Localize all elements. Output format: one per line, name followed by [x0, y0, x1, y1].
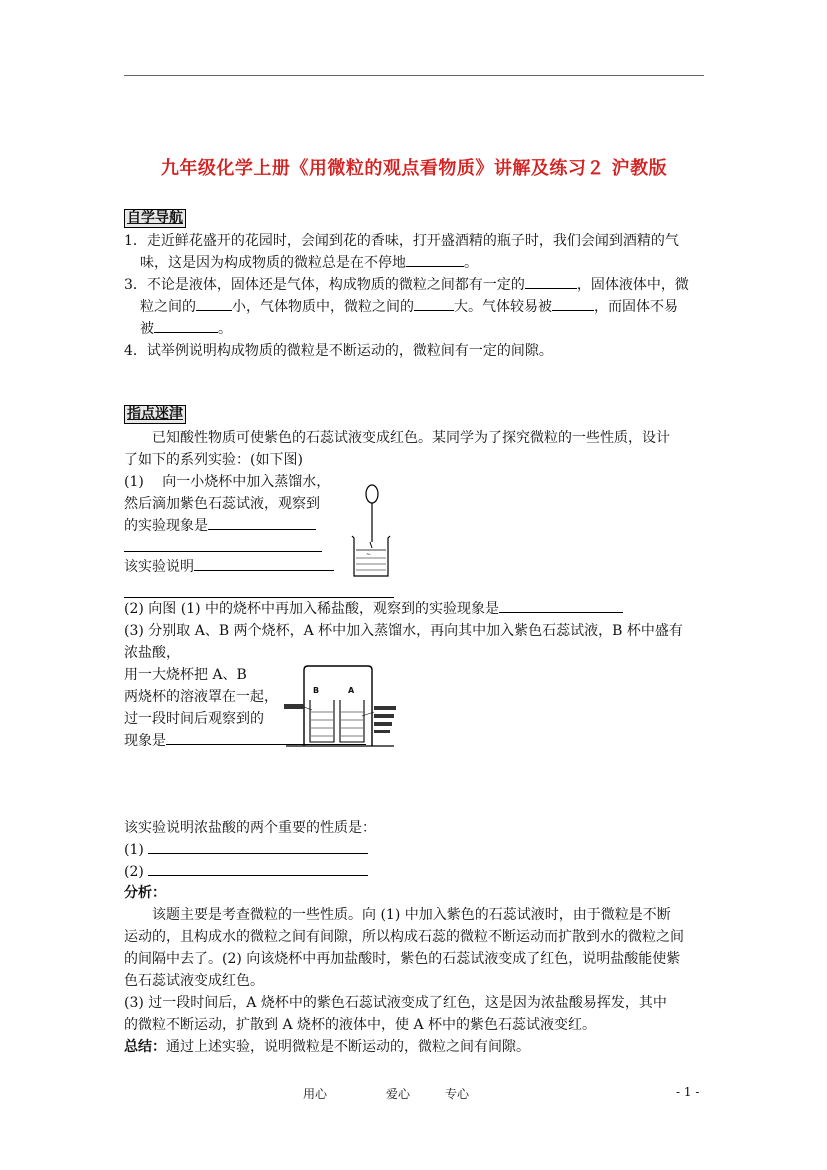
- part-3-line-6: [124, 730, 704, 752]
- part-3-text: 现象是: [124, 733, 166, 749]
- conclusion-2: [124, 861, 704, 883]
- answer-blank[interactable]: [148, 861, 368, 876]
- footer-word-1: 用心: [303, 1087, 328, 1101]
- answer-line[interactable]: [124, 551, 322, 552]
- conclusion-1: [124, 839, 704, 861]
- header-rule: [124, 75, 704, 76]
- part-3-line-5: 过一段时间后观察到的: [124, 711, 264, 727]
- answer-blank[interactable]: [499, 598, 623, 613]
- analysis-line-6: 的微粒不断运动，扩散到 A 烧杯的液体中，使 A 杯中的紫色石蕊试液变红。: [124, 1017, 597, 1033]
- part-1-line-1: (1) 向一小烧杯中加入蒸馏水，: [124, 474, 331, 490]
- part-3-line-3: 用一大烧杯把 A、B: [124, 667, 247, 683]
- answer-blank[interactable]: [552, 296, 594, 311]
- section-heading-self-study: 自学导航: [124, 209, 186, 228]
- part-2: [124, 598, 704, 620]
- footer-word-3: 专心: [445, 1087, 470, 1101]
- part-3-line-4: 两烧杯的溶液罩在一起，: [124, 689, 278, 705]
- question-3-text: 大。气体较易被: [454, 299, 552, 315]
- summary-heading: 总结：: [124, 1039, 166, 1055]
- analysis-line-1: 该题主要是考查微粒的一些性质。向 (1) 中加入紫色的石蕊试液时，由于微粒是不断: [152, 907, 671, 923]
- question-3-line-1: [124, 274, 704, 296]
- answer-blank[interactable]: [208, 515, 316, 530]
- answer-blank[interactable]: [525, 274, 577, 289]
- question-3-text: ，而固体不易: [594, 299, 678, 315]
- question-1-line-1: 1．走近鲜花盛开的花园时，会闻到花的香味，打开盛酒精的瓶子时，我们会闻到酒精的气: [124, 233, 679, 249]
- part-2-text: (2) 向图 (1) 中的烧杯中再加入稀盐酸，观察到的实验现象是: [124, 601, 500, 617]
- svg-text:~: ~: [366, 551, 372, 558]
- analysis-line-2: 运动的，且构成水的微粒之间有间隙，所以构成石蕊的微粒不断运动而扩散到水的微粒之间: [124, 929, 684, 945]
- page-title: 九年级化学上册《用微粒的观点看物质》讲解及练习２ 沪教版: [160, 158, 668, 179]
- answer-blank[interactable]: [414, 296, 454, 311]
- part-1-text: 该实验说明: [124, 559, 194, 575]
- question-1-end: 。: [464, 255, 478, 271]
- guide-intro-line-2: 了如下的系列实验：(如下图): [124, 452, 303, 468]
- part-1-line-3: [124, 515, 704, 537]
- answer-blank[interactable]: [406, 252, 464, 267]
- analysis-heading: 分析：: [124, 885, 166, 901]
- analysis-line-5: (3) 过一段时间后，A 烧杯中的紫色石蕊试液变成了红色，这是因为浓盐酸易挥发，其中: [124, 995, 667, 1011]
- conclusion-label: (1): [124, 842, 144, 858]
- guide-intro-line-1: 已知酸性物质可使紫色的石蕊试液变成红色。某同学为了探究微粒的一些性质，设计: [152, 430, 670, 446]
- analysis-line-3: 的间隔中去了。(2) 向该烧杯中再加盐酸时，紫色的石蕊试液变成了红色，说明盐酸能使紫: [124, 951, 681, 967]
- page-number: - 1 -: [676, 1085, 700, 1099]
- figure-label-a: A: [348, 686, 355, 695]
- question-3-line-2: [140, 296, 720, 318]
- answer-blank[interactable]: [196, 296, 232, 311]
- beaker-dropper-figure: [340, 480, 400, 580]
- part-3-line-1: (3) 分别取 A、B 两个烧杯，A 杯中加入蒸馏水，再向其中加入紫色石蕊试液，B 杯中盛有: [124, 623, 683, 639]
- analysis-line-4: 色石蕊试液变成红色。: [124, 973, 264, 989]
- section-heading-guide: 指点迷津: [124, 405, 186, 424]
- part-3-line-2: 浓盐酸，: [124, 645, 180, 661]
- summary-text: 通过上述实验，说明微粒是不断运动的，微粒之间有间隙。: [166, 1039, 530, 1055]
- question-4: 4．试举例说明构成物质的微粒是不断运动的，微粒间有一定的间隙。: [124, 343, 553, 359]
- question-3-text: 被: [140, 321, 154, 337]
- figure-label-b: B: [313, 686, 320, 695]
- two-beakers-figure: [282, 662, 402, 748]
- question-3-text: 粒之间的: [140, 299, 196, 315]
- answer-blank[interactable]: [194, 556, 334, 571]
- answer-blank[interactable]: [148, 839, 368, 854]
- conclusion-prompt: 该实验说明浓盐酸的两个重要的性质是：: [124, 820, 376, 836]
- answer-blank[interactable]: [154, 318, 218, 333]
- question-1-text: 味，这是因为构成物质的微粒总是在不停地: [140, 255, 406, 271]
- question-3-text-end: ，固体液体中，微: [576, 277, 689, 293]
- question-3-line-3: [140, 318, 720, 340]
- conclusion-label: (2): [124, 864, 144, 880]
- part-1-text: 的实验现象是: [124, 518, 208, 534]
- part-1-line-2: 然后滴加紫色石蕊试液，观察到: [124, 496, 320, 512]
- summary: [124, 1036, 704, 1058]
- part-1-line-5: [124, 556, 704, 578]
- question-3-text: 小，气体物质中，微粒之间的: [232, 299, 414, 315]
- footer-word-2: 爱心: [386, 1087, 411, 1101]
- question-1-line-2: [140, 252, 720, 274]
- question-3-text: 3．不论是液体，固体还是气体，构成物质的微粒之间都有一定的: [124, 277, 525, 293]
- question-3-end: 。: [218, 321, 232, 337]
